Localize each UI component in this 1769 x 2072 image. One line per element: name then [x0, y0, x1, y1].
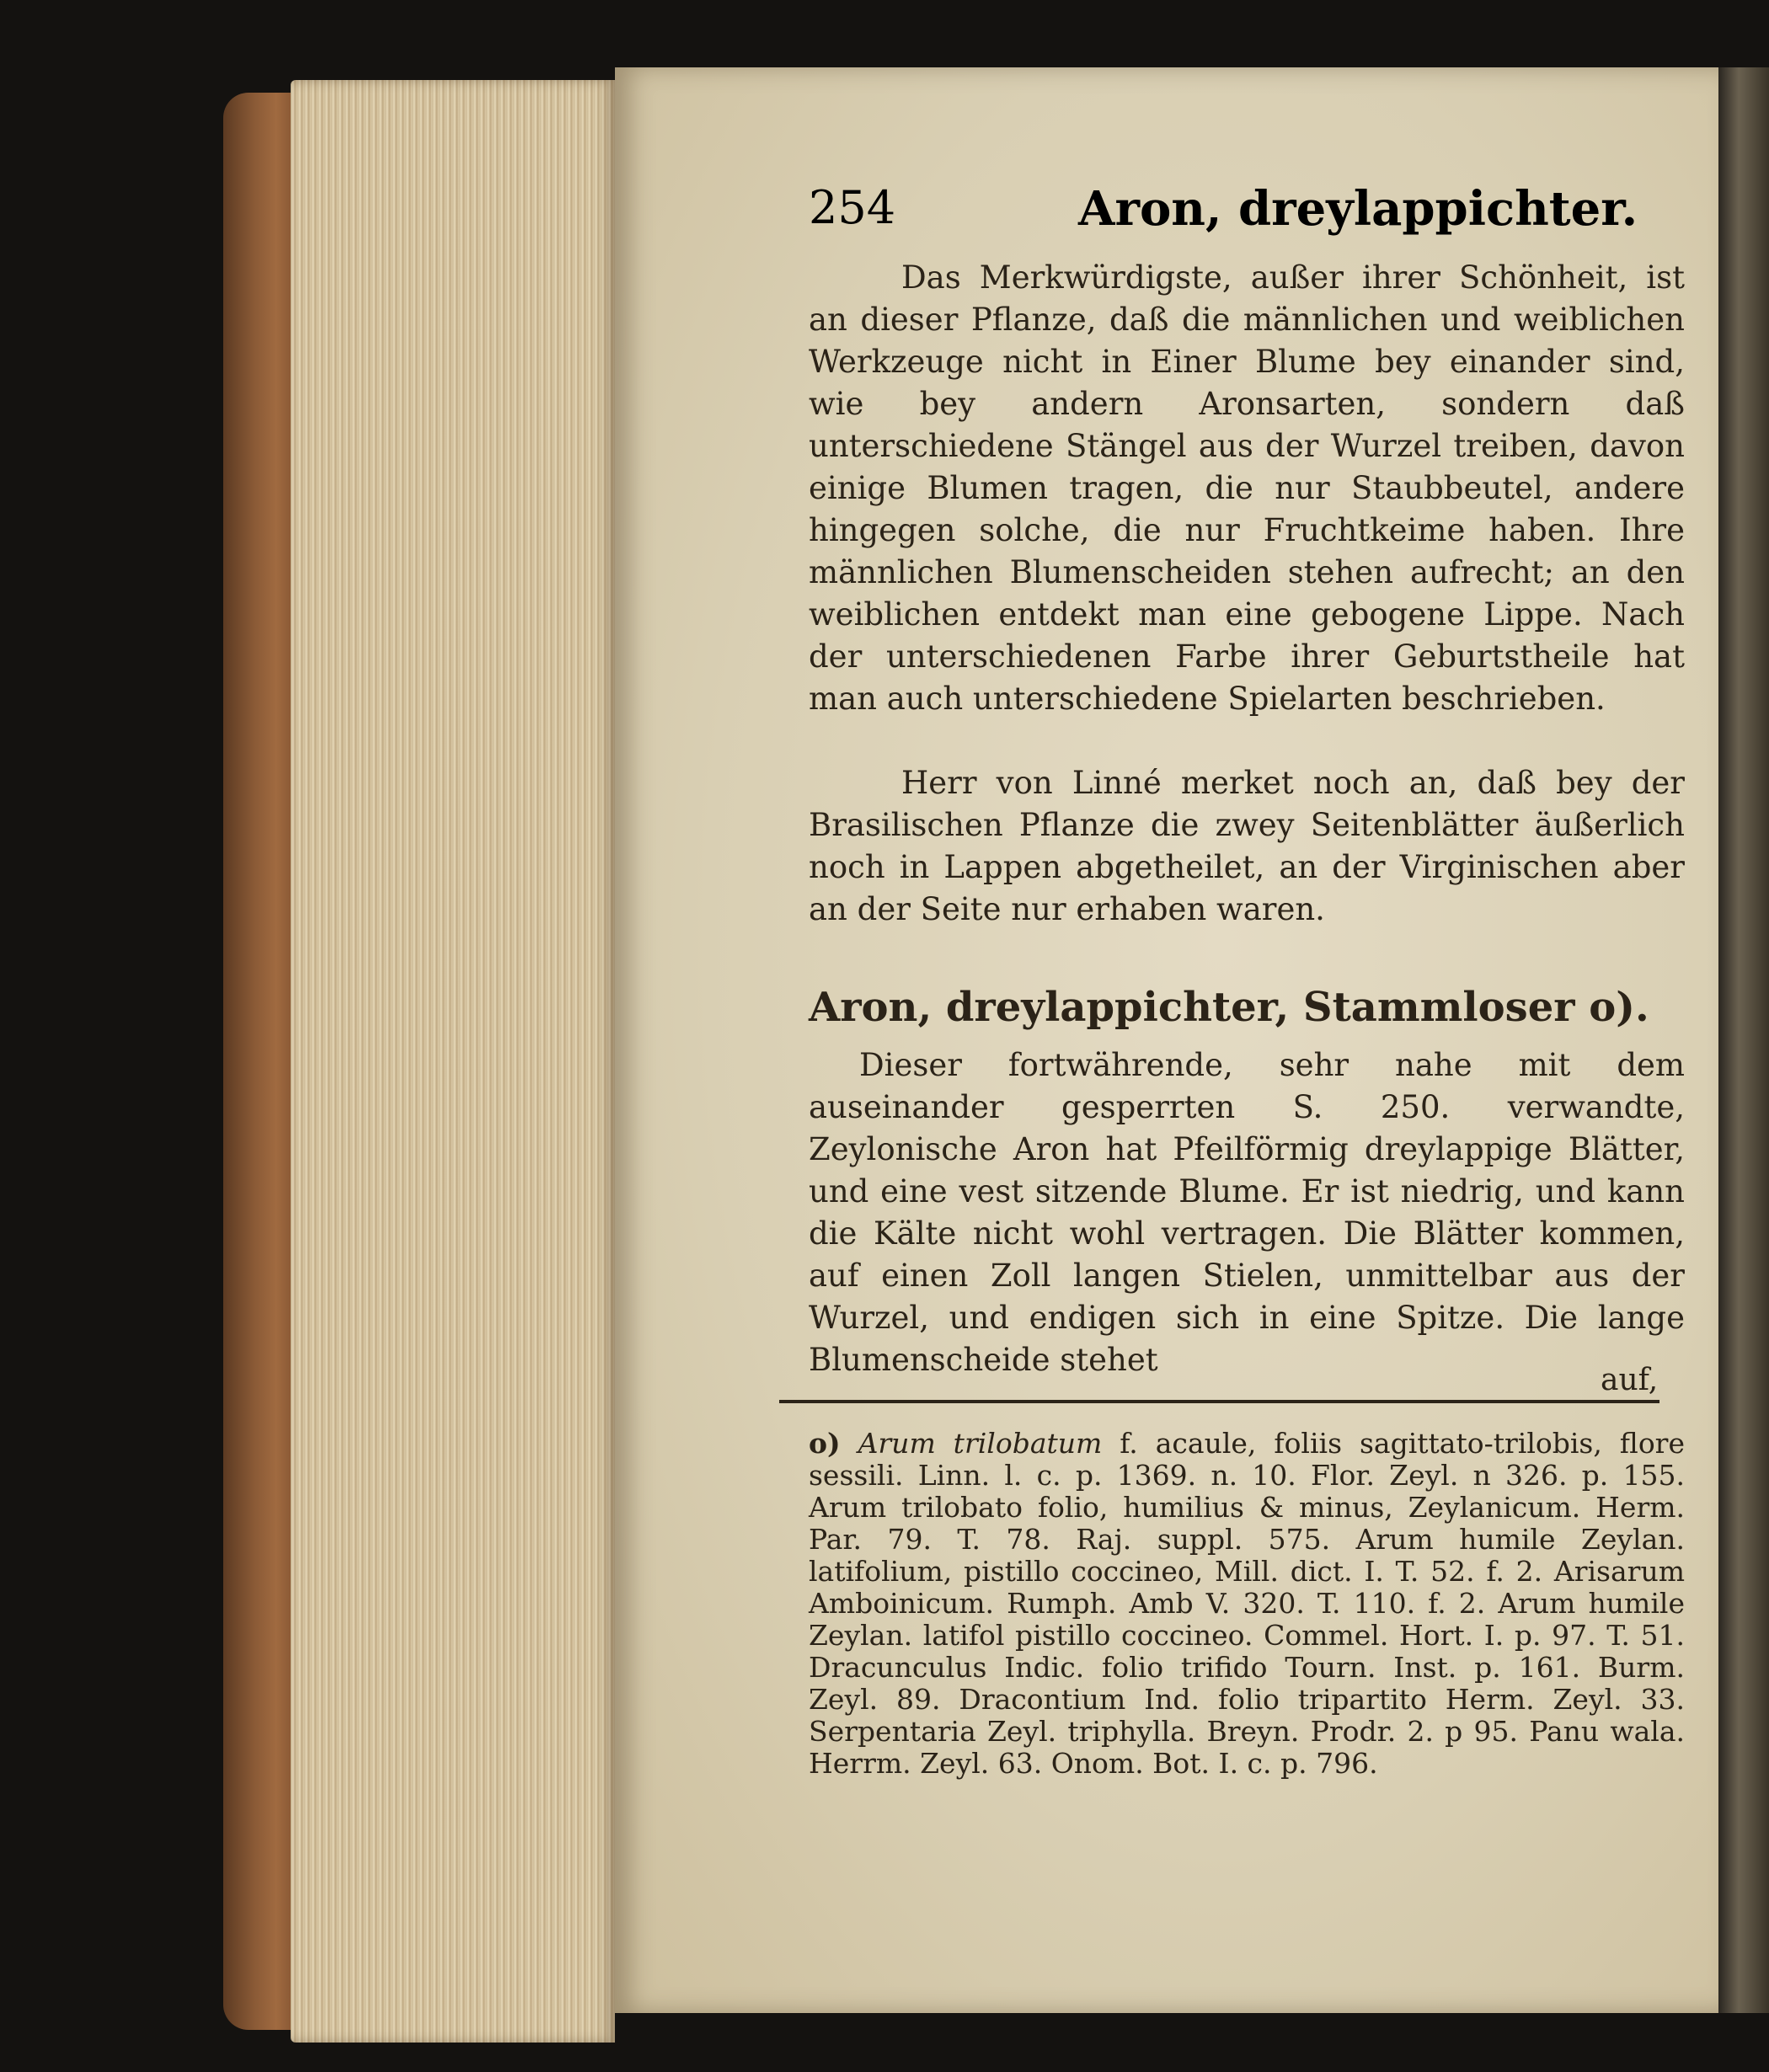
footnote-text: f. acaule, foliis sagittato-trilobis, flore sessili. Linn. l. c. p. 1369. n. 10. Flor. Zeyl. n 326. p. 155. Arum trilobato folio, humilius & minus, Zeylanicum. Herm. Par. 79. T. 78. Raj. suppl. 575. Arum humile Zeylan. latifolium, pistillo coccineo, Mill. dict. I. T. 52. f. 2. Arisarum Amboinicum. Rumph. Amb V. 320. T. 110. f. 2. Arum humile Zeylan. latifol pistillo coccineo. Commel. Hort. I. p. 97. T. 51. Dracunculus Indic. folio trifido Tourn. Inst. p. 161. Burm. Zeyl. 89. Dracontium Ind. folio tripartito Herm. Zeyl. 33. Serpentaria Zeyl. triphylla. Breyn. Prodr. 2. p 95. Panu wala. Herrm. Zeyl. 63. Onom. Bot. I. c. p. 796. — [809, 1427, 1685, 1780]
section-heading: Aron, dreylappichter, Stammloser o). — [809, 984, 1649, 1031]
page-number: 254 — [809, 181, 896, 234]
paragraph-3: Dieser fortwährende, sehr nahe mit dem auseinander gesperrten S. 250. verwandte, Zeylonische Aron hat Pfeilförmig dreylappige Blätter, und eine vest sitzende Blume. Er ist niedrig, und kann die Kälte nicht wohl vertragen. Die Blätter kommen, auf einen Zoll langen Stielen, unmittelbar aus der Wurzel, und endigen sich in eine Spitze. Die lange Blumenscheide stehet — [809, 1047, 1685, 1378]
next-page-edge — [1718, 67, 1769, 2013]
page-header — [809, 181, 1685, 248]
footnote-lead: Arum trilobatum — [858, 1427, 1103, 1460]
footnote-rule — [779, 1400, 1659, 1403]
paragraph-2: Herr von Linné merket noch an, daß bey der Brasilischen Pflanze die zwey Seitenblätter äußerlich noch in Lappen abgetheilet, an der Virginischen aber an der Seite nur erhaben waren. — [809, 765, 1685, 927]
catchword: auf, — [1601, 1363, 1659, 1397]
footnote-label: o) — [809, 1427, 841, 1460]
page-edges — [291, 80, 615, 2043]
running-title: Aron, dreylappichter. — [1078, 181, 1638, 237]
paragraph-1: Das Merkwürdigste, außer ihrer Schönheit, ist an dieser Pflanze, daß die männlichen und weiblichen Werkzeuge nicht in Einer Blume bey einander sind, wie bey andern Aronsarten, sondern daß unterschiedene Stängel aus der Wurzel treiben, davon einige Blumen tragen, die nur Staubbeutel, andere hingegen solche, die nur Fruchtkeime haben. Ihre männlichen Blumenscheiden stehen aufrecht; an den weiblichen entdekt man eine gebogene Lippe. Nach der unterschiedenen Farbe ihrer Geburtstheile hat man auch unterschiedene Spielarten beschrieben. — [809, 259, 1685, 717]
footnote — [809, 1428, 1685, 1780]
